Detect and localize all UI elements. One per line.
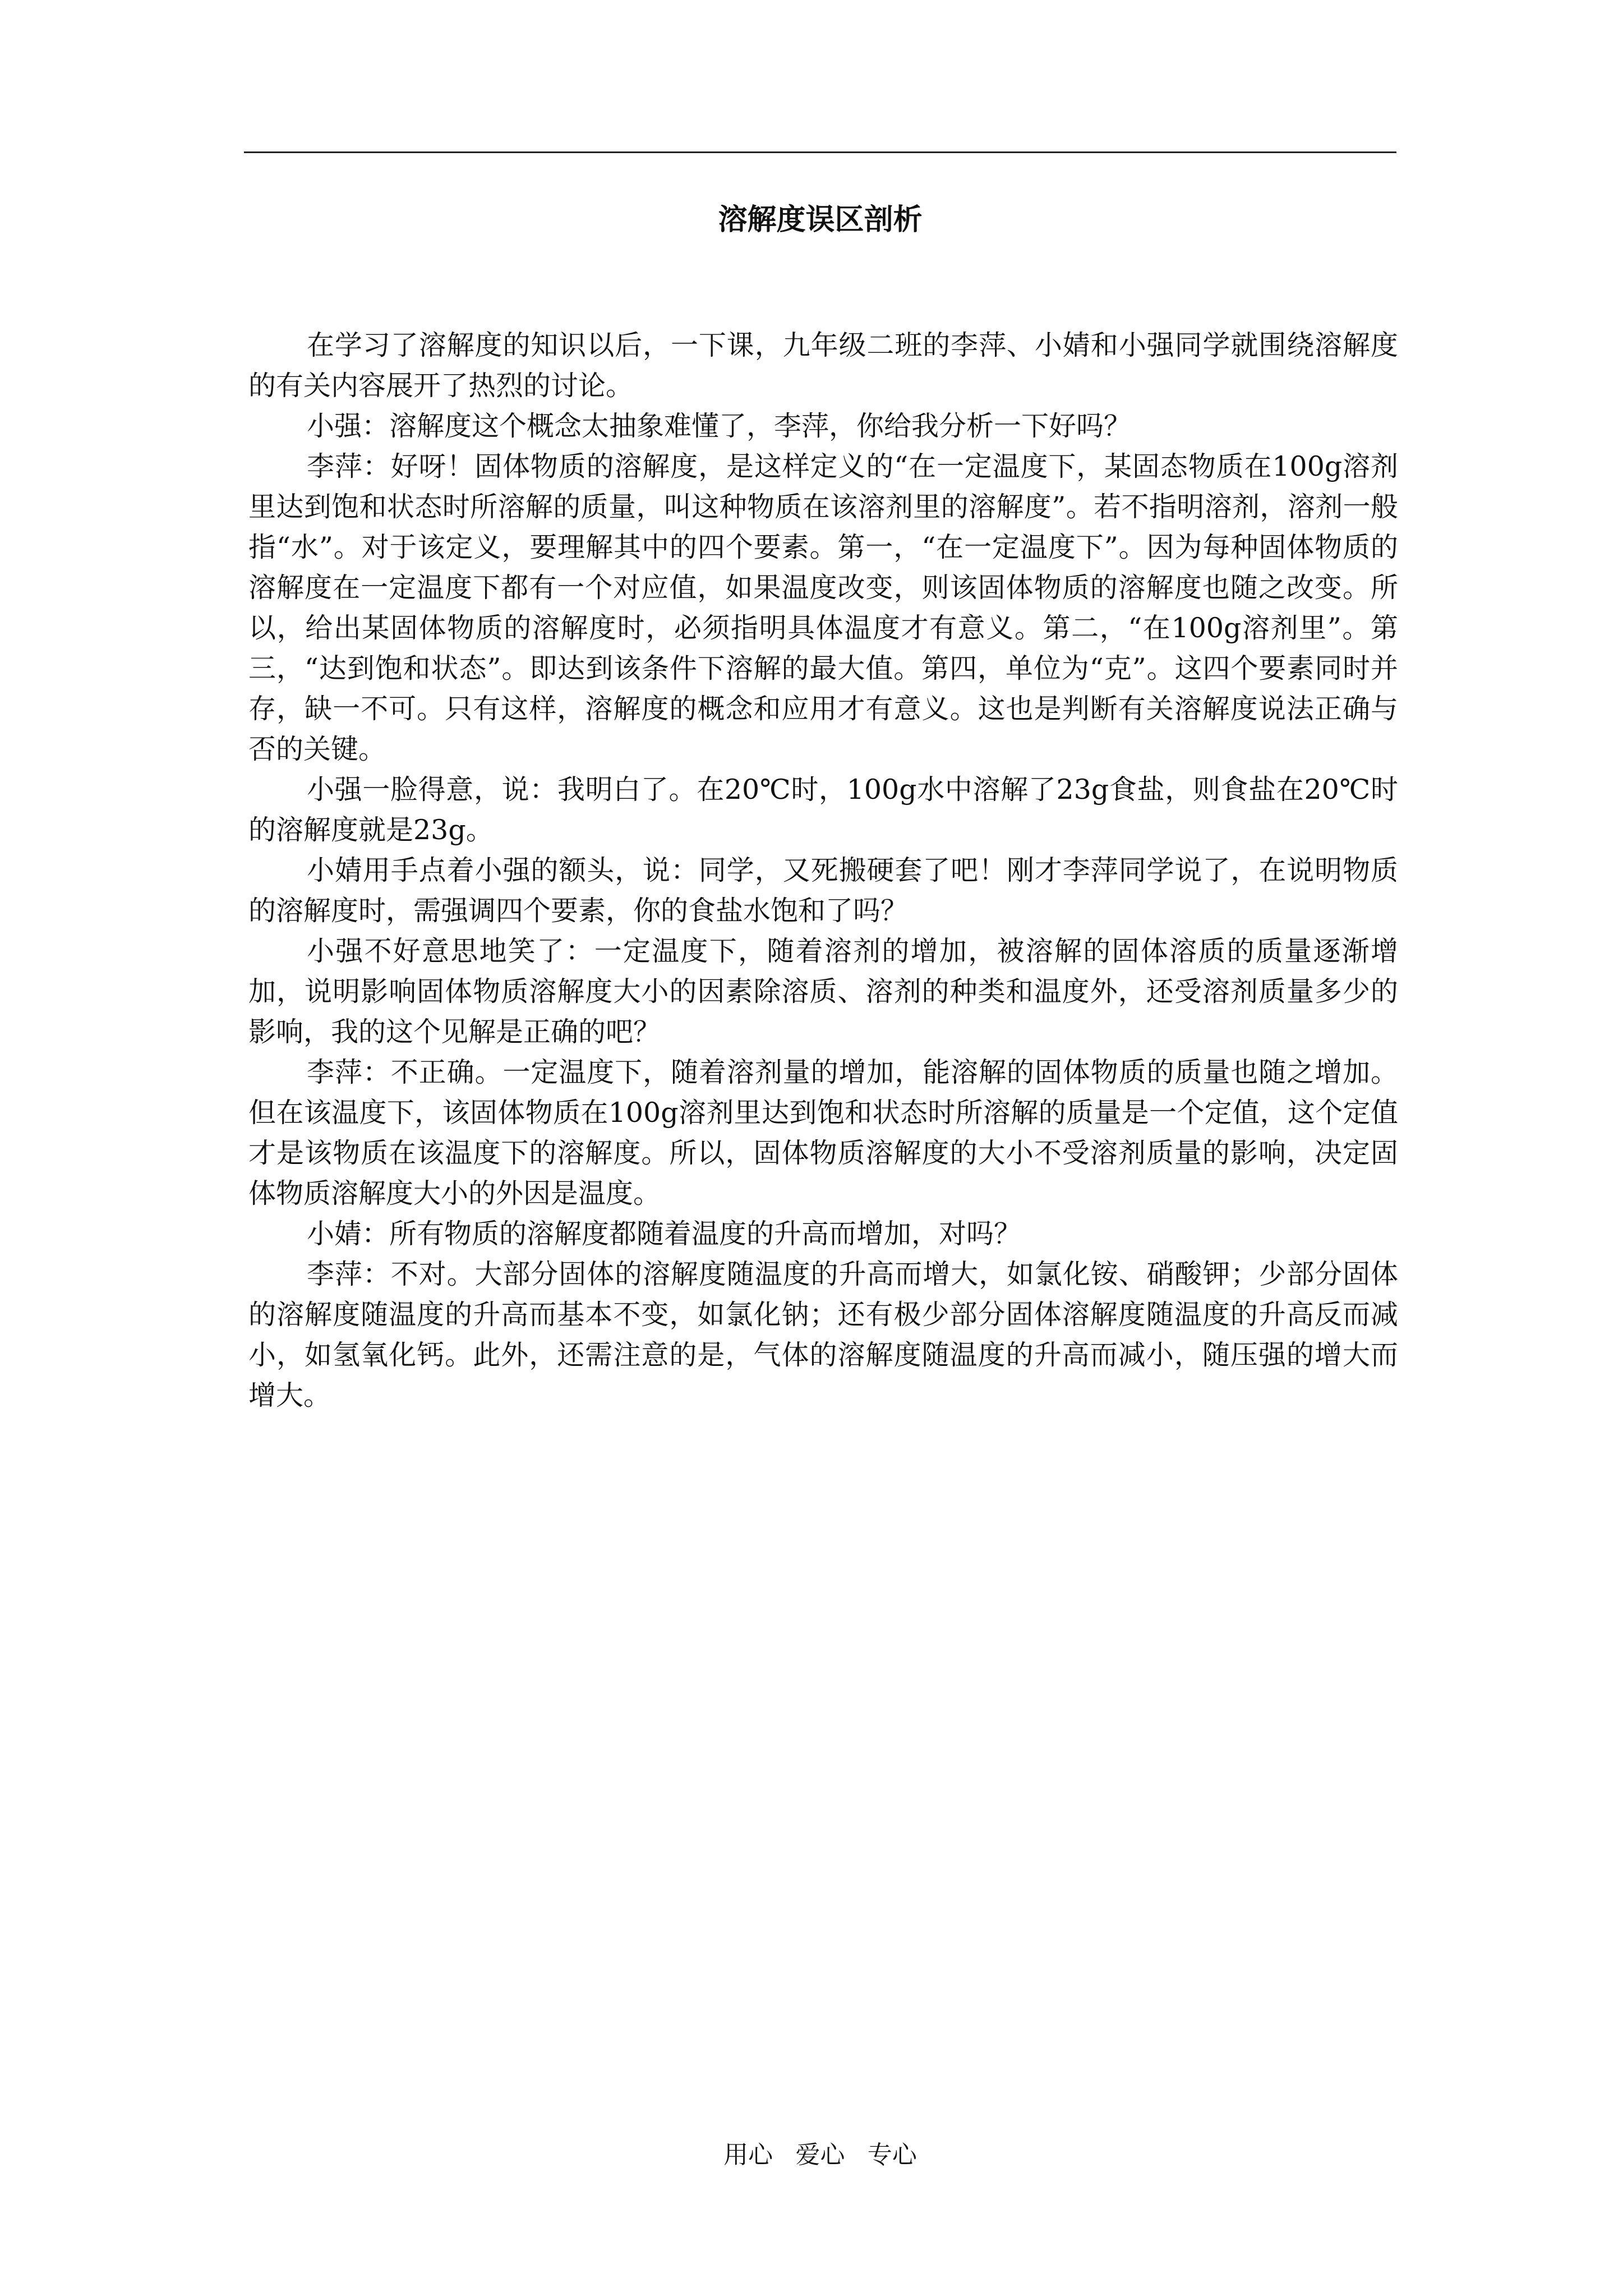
header-rule: [244, 151, 1396, 153]
paragraph: 小婧用手点着小强的额头，说：同学，又死搬硬套了吧！刚才李萍同学说了，在说明物质的溶解度时，需强调四个要素，你的食盐水饱和了吗？: [248, 854, 1398, 927]
paragraph: 李萍：好呀！固体物质的溶解度，是这样定义的“在一定温度下，某固态物质在100g溶剂里达到饱和状态时所溶解的质量，叫这种物质在该溶剂里的溶解度”。若不指明溶剂，溶剂一般指“水”。对于该定义，要理解其中的四个要素。第一，“在一定温度下”。因为每种固体物质的溶解度在一定温度下都有一个对应值，如果温度改变，则该固体物质的溶解度也随之改变。所以，给出某固体物质的溶解度时，必须指明具体温度才有意义。第二，“在100g溶剂里”。第三，“达到饱和状态”。即达到该条件下溶解的最大值。第四，单位为“克”。这四个要素同时并存，缺一不可。只有这样，溶解度的概念和应用才有意义。这也是判断有关溶解度说法正确与否的关键。: [248, 450, 1398, 765]
paragraph: 小强：溶解度这个概念太抽象难懂了，李萍，你给我分析一下好吗？: [307, 410, 1132, 442]
document-body: [248, 325, 1398, 1416]
paragraph: 小强不好意思地笑了：一定温度下，随着溶剂的增加，被溶解的固体溶质的质量逐渐增加，说明影响固体物质溶解度大小的因素除溶质、溶剂的种类和温度外，还受溶剂质量多少的影响，我的这个见解是正确的吧？: [248, 935, 1398, 1048]
paragraph: 小婧：所有物质的溶解度都随着温度的升高而增加，对吗？: [307, 1218, 1022, 1250]
page-footer: 用心 爱心 专心: [723, 2141, 917, 2169]
document-title: 溶解度误区剖析: [718, 203, 923, 237]
paragraph: 李萍：不对。大部分固体的溶解度随温度的升高而增大，如氯化铵、硝酸钾；少部分固体的溶解度随温度的升高而基本不变，如氯化钠；还有极少部分固体溶解度随温度的升高反而减小，如氢氧化钙。此外，还需注意的是，气体的溶解度随温度的升高而减小，随压强的增大而增大。: [248, 1258, 1398, 1411]
paragraph: 小强一脸得意，说：我明白了。在20℃时，100g水中溶解了23g食盐，则食盐在20℃时的溶解度就是23g。: [248, 774, 1398, 846]
paragraph: 李萍：不正确。一定温度下，随着溶剂量的增加，能溶解的固体物质的质量也随之增加。但在该温度下，该固体物质在100g溶剂里达到饱和状态时所溶解的质量是一个定值，这个定值才是该物质在该温度下的溶解度。所以，固体物质溶解度的大小不受溶剂质量的影响，决定固体物质溶解度大小的外因是温度。: [248, 1056, 1398, 1209]
paragraph: 在学习了溶解度的知识以后，一下课，九年级二班的李萍、小婧和小强同学就围绕溶解度的有关内容展开了热烈的讨论。: [248, 329, 1398, 402]
